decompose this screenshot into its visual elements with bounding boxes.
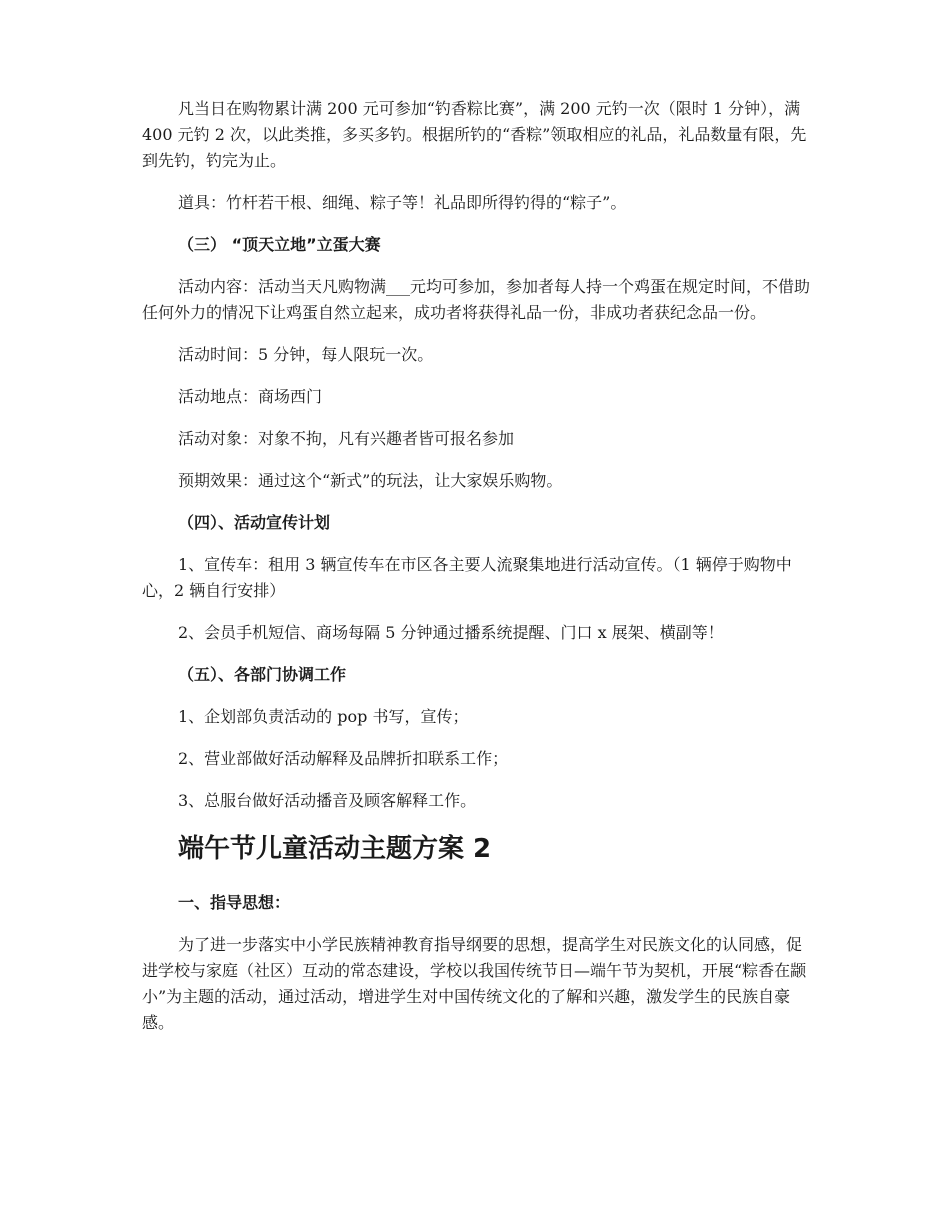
paragraph-egg-effect: 预期效果：通过这个“新式”的玩法，让大家娱乐购物。 [178,471,563,490]
paragraph-egg-time: 活动时间：5 分钟，每人限玩一次。 [178,345,434,364]
paragraph-guiding-principle: 为了进一步落实中小学民族精神教育指导纲要的思想，提高学生对民族文化的认同感，促进学校与家庭（社区）互动的常态建设，学校以我国传统节日—端午节为契机，开展“粽香在颛小”为主题的活动，通过活动，增进学生对中国传统文化的了解和兴趣，激发学生的民族自豪感。 [142,935,807,1032]
heading-egg-contest: （三） “顶天立地”立蛋大赛 [178,235,381,254]
paragraph-props: 道具：竹杆若干根、细绳、粽子等！礼品即所得钓得的“粽子”。 [178,193,627,212]
paragraph-sales-dept: 2、营业部做好活动解释及品牌折扣联系工作； [178,749,509,768]
section-title: 端午节儿童活动主题方案 2 [178,834,492,864]
heading-guiding-principle: 一、指导思想： [178,893,291,912]
heading-department-coordination: （五）、各部门协调工作 [178,665,347,684]
paragraph-egg-audience: 活动对象：对象不拘，凡有兴趣者皆可报名参加 [178,429,515,448]
document-body [142,96,812,1036]
paragraph-promo-vehicle: 1、宣传车：租用 3 辆宣传车在市区各主要人流聚集地进行活动宣传。（1 辆停于购物中心，2 辆自行安排） [142,555,792,600]
heading-promotion-plan: （四）、活动宣传计划 [178,513,331,532]
paragraph-promo-sms: 2、会员手机短信、商场每隔 5 分钟通过播系统提醒、门口 x 展架、横副等！ [178,623,724,642]
paragraph-egg-content: 活动内容：活动当天凡购物满___元均可参加，参加者每人持一个鸡蛋在规定时间，不借助任何外力的情况下让鸡蛋自然立起来，成功者将获得礼品一份，非成功者获纪念品一份。 [142,277,811,322]
paragraph-egg-location: 活动地点：商场西门 [178,387,323,406]
paragraph-service-desk: 3、总服台做好活动播音及顾客解释工作。 [178,791,477,810]
paragraph-fishing-contest: 凡当日在购物累计满 200 元可参加“钓香粽比赛”，满 200 元钓一次（限时 1 分钟），满 400 元钓 2 次，以此类推，多买多钓。根据所钓的“香粽”领取相应的礼品，礼品数量有限，先到先钓，钓完为止。 [142,99,807,170]
paragraph-planning-dept: 1、企划部负责活动的 pop 书写，宣传； [178,707,469,726]
